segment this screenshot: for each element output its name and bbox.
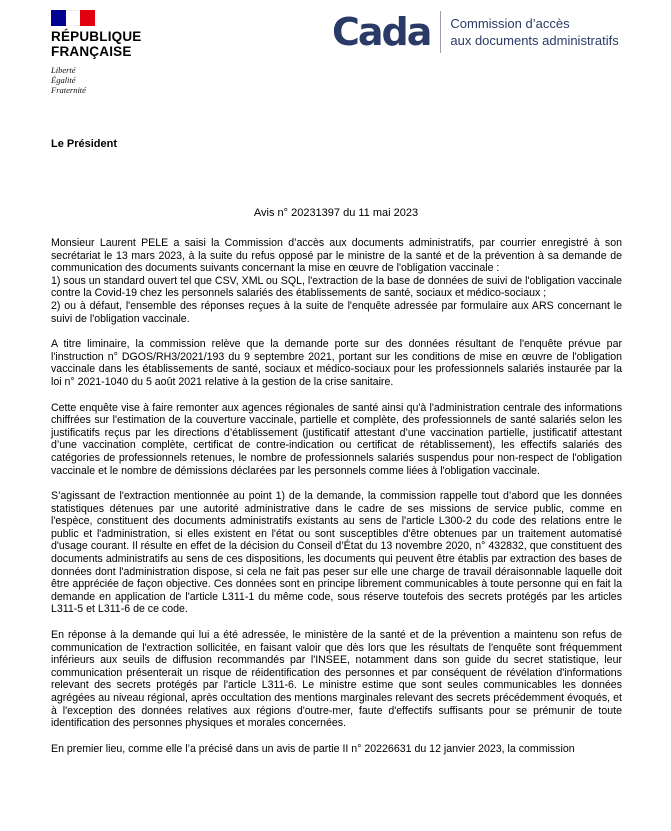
avis-title: Avis n° 20231397 du 11 mai 2023 xyxy=(253,207,419,219)
paragraph-ministry-response xyxy=(51,629,622,730)
paragraph-line: 2) ou à défaut, l'ensemble des réponses reçues à la suite de l'enquête adressée par formulaire aux ARS concernant le suivi de l'obligation vaccinale. xyxy=(51,299,622,325)
document-body xyxy=(51,237,622,768)
president-label: Le Président xyxy=(51,138,118,150)
paragraph-extraction xyxy=(51,490,622,616)
paragraph-line: Monsieur Laurent PELE a saisi la Commission d’accès aux documents administratifs, par courrier enregistré à son secrétariat le 13 mars 2023, à la suite du refus opposé par le ministre de la santé et de la prévention à sa demande de communication des documents suivants concernant la mise en œuvre de l'obligation vaccinale : xyxy=(51,237,622,275)
paragraph-request xyxy=(51,237,622,325)
cada-wordmark: Cada xyxy=(332,10,431,54)
rf-motto-egalite: Égalité xyxy=(51,75,76,85)
paragraph-survey xyxy=(51,402,622,478)
rf-motto xyxy=(51,65,142,95)
cada-divider xyxy=(440,11,441,53)
rf-motto-fraternite: Fraternité xyxy=(51,85,86,95)
rf-name-line2: FRANÇAISE xyxy=(51,44,132,59)
paragraph-preliminary xyxy=(51,338,622,388)
paragraph-line: A titre liminaire, la commission relève que la demande porte sur des données résultant de l'enquête prévue par l'instruction n° DGOS/RH3/2021/193 du 9 septembre 2021, portant sur les conditions de mise en œuvre de l'obligation vaccinale dans les établissements de santé, sociaux et médico-sociaux pour les professionnels salariés instaurée par la loi n° 2021-1040 du 5 août 2021 relative à la gestion de la crise sanitaire. xyxy=(51,338,622,388)
paragraph-first-point xyxy=(51,743,622,756)
paragraph-line: S’agissant de l'extraction mentionnée au point 1) de la demande, la commission rappelle tout d’abord que les données statistiques détenues par une autorité administrative dans le cadre de ses missions de service public, comme en l'espèce, constituent des documents administratifs existants au sens de l'article L300-2 du code des relations entre le public et l'administration, si elles existent en l'état ou sont susceptibles d'être obtenues par un traitement automatisé d'usage courant. Il résulte en effet de la décision du Conseil d’État du 13 novembre 2020, n° 432832, que constituent des documents administratifs au sens de ces dispositions, les documents qui peuvent être établis par extraction des bases de données dont l'administration dispose, si cela ne fait pas peser sur elle une charge de travail déraisonnable laquelle doit être appréciée de façon objective. Ces données sont en principe librement communicables à toute personne qui en fait la demande en application de l'article L311-1 du même code, sous réserve toutefois des secrets protégés par les articles L311-5 et L311-6 de ce code. xyxy=(51,490,622,616)
rf-motto-liberte: Liberté xyxy=(51,65,76,75)
paragraph-line: 1) sous un standard ouvert tel que CSV, XML ou SQL, l'extraction de la base de données de suivi de l'obligation vaccinale contre la Covid-19 chez les personnels salariés des établissements de santé, sociaux et médico-sociaux ; xyxy=(51,274,622,300)
cada-name-line1: Commission d’accès xyxy=(450,16,570,31)
cada-full-name xyxy=(450,15,618,49)
cada-name-line2: aux documents administratifs xyxy=(450,33,619,48)
cada-logo xyxy=(332,10,619,54)
republique-francaise-logo xyxy=(51,10,142,95)
paragraph-line: Cette enquête vise à faire remonter aux agences régionales de santé ainsi qu'à l'administration centrale des informations chiffrées sur l'estimation de la couverture vaccinale, partielle et complète, des professionnels de santé salariés selon les justificatifs reçus par les directions d’établissement (justificatif attestant d’une vaccination partielle, justificatif attestant d’une vaccination complète, certificat de contre-indication ou certificat de rétablissement), les effectifs salariés des catégories de professionnels retenues, le nombre de professionnels salariés suspendus pour non-respect de l'obligation vaccinale et le nombre de démissions déclarées par les personnels comme liées à l'obligation vaccinale. xyxy=(51,401,622,477)
french-flag-icon xyxy=(51,10,95,26)
rf-name-line1: RÉPUBLIQUE xyxy=(51,29,142,44)
paragraph-line: En réponse à la demande qui lui a été adressée, le ministère de la santé et de la prévention a maintenu son refus de communication de l'extraction sollicitée, en faisant valoir que dès lors que les résultats de l'enquête sont fréquemment inférieurs aux seuils de diffusion recommandés par l'INSEE, notamment dans son guide du secret statistique, leur communication présenterait un risque de réidentification des personnes et par conséquent de révélation d'informations relevant des secrets protégés par l'article L311-6. Le ministre estime que sont seules communicables les données agrégées au niveau régional, après occultation des mentions marginales relevant des secrets précédemment évoqués, et à l'exception des données relatives aux régions d'outre-mer, faute d'effectifs suffisants pour se prémunir de toute identification des personnes physiques et morales concernées. xyxy=(51,629,622,730)
paragraph-line: En premier lieu, comme elle l’a précisé dans un avis de partie II n° 20226631 du 12 janvier 2023, la commission xyxy=(51,742,575,755)
